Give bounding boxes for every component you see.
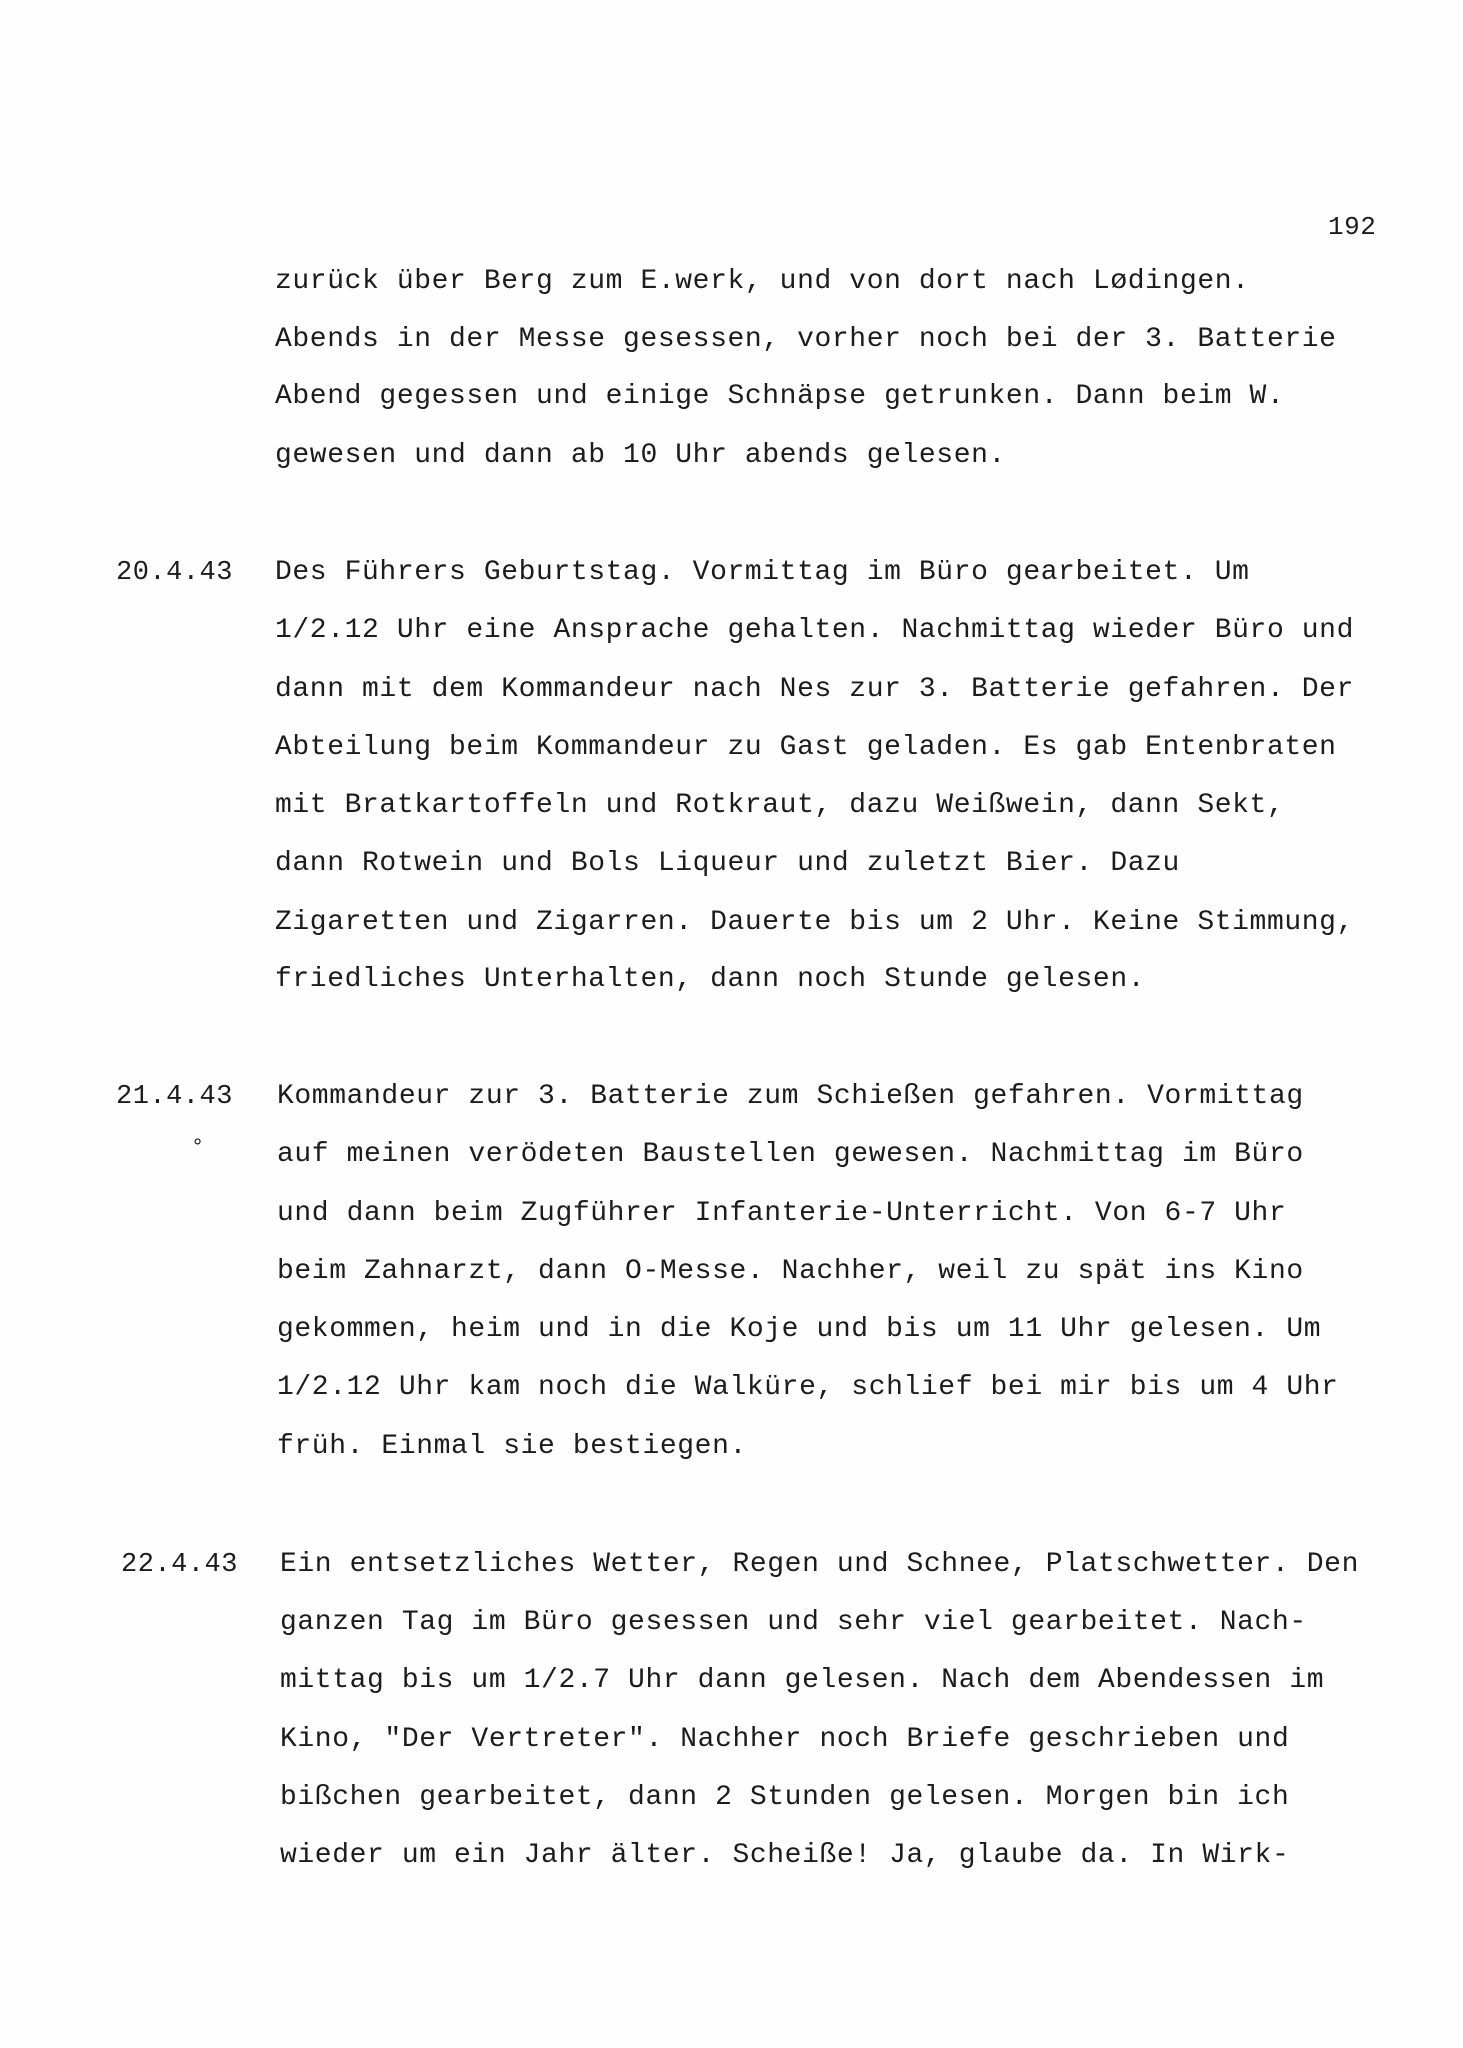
- entry-line: mittag bis um 1/2.7 Uhr dann gelesen. Nach dem Abendessen im: [280, 1665, 1325, 1696]
- margin-mark: °: [191, 1135, 205, 1160]
- entry-line: Abends in der Messe gesessen, vorher noch bei der 3. Batterie: [275, 324, 1337, 355]
- entry-line: bißchen gearbeitet, dann 2 Stunden gelesen. Morgen bin ich: [280, 1782, 1290, 1813]
- entry-line: Kino, "Der Vertreter". Nachher noch Briefe geschrieben und: [280, 1724, 1290, 1755]
- entry-line: auf meinen verödeten Baustellen gewesen. Nachmittag im Büro: [277, 1139, 1304, 1170]
- entry-line: 1/2.12 Uhr kam noch die Walküre, schlief bei mir bis um 4 Uhr: [277, 1372, 1339, 1403]
- entry-line: ganzen Tag im Büro gesessen und sehr viel gearbeitet. Nach-: [280, 1607, 1307, 1638]
- entry-line: dann mit dem Kommandeur nach Nes zur 3. Batterie gefahren. Der: [275, 674, 1354, 705]
- entry-line: Kommandeur zur 3. Batterie zum Schießen gefahren. Vormittag: [277, 1081, 1304, 1112]
- entry-line: gewesen und dann ab 10 Uhr abends gelesen.: [275, 440, 1006, 471]
- entry-line: Zigaretten und Zigarren. Dauerte bis um 2 Uhr. Keine Stimmung,: [275, 907, 1354, 938]
- entry-line: früh. Einmal sie bestiegen.: [277, 1431, 747, 1462]
- entry-line: beim Zahnarzt, dann O-Messe. Nachher, weil zu spät ins Kino: [277, 1256, 1304, 1287]
- entry-line: und dann beim Zugführer Infanterie-Unterricht. Von 6-7 Uhr: [277, 1198, 1287, 1229]
- entry-line: Abteilung beim Kommandeur zu Gast geladen. Es gab Entenbraten: [275, 732, 1337, 763]
- entry-line: 1/2.12 Uhr eine Ansprache gehalten. Nachmittag wieder Büro und: [275, 615, 1354, 646]
- page-number: 192: [1328, 212, 1377, 242]
- entry-line: friedliches Unterhalten, dann noch Stunde gelesen.: [275, 964, 1146, 995]
- entry-date: 20.4.43: [116, 558, 233, 588]
- entry-line: Abend gegessen und einige Schnäpse getrunken. Dann beim W.: [275, 381, 1285, 412]
- entry-date: 21.4.43: [116, 1082, 233, 1112]
- entry-line: dann Rotwein und Bols Liqueur und zuletzt Bier. Dazu: [275, 848, 1180, 879]
- entry-line: Ein entsetzliches Wetter, Regen und Schnee, Platschwetter. Den: [280, 1549, 1359, 1580]
- entry-line: Des Führers Geburtstag. Vormittag im Büro gearbeitet. Um: [275, 557, 1250, 588]
- entry-line: mit Bratkartoffeln und Rotkraut, dazu Weißwein, dann Sekt,: [275, 790, 1285, 821]
- entry-date: 22.4.43: [121, 1550, 238, 1580]
- entry-line: zurück über Berg zum E.werk, und von dort nach Lødingen.: [275, 266, 1250, 297]
- entry-line: gekommen, heim und in die Koje und bis um 11 Uhr gelesen. Um: [277, 1314, 1322, 1345]
- entry-line: wieder um ein Jahr älter. Scheiße! Ja, glaube da. In Wirk-: [280, 1840, 1290, 1871]
